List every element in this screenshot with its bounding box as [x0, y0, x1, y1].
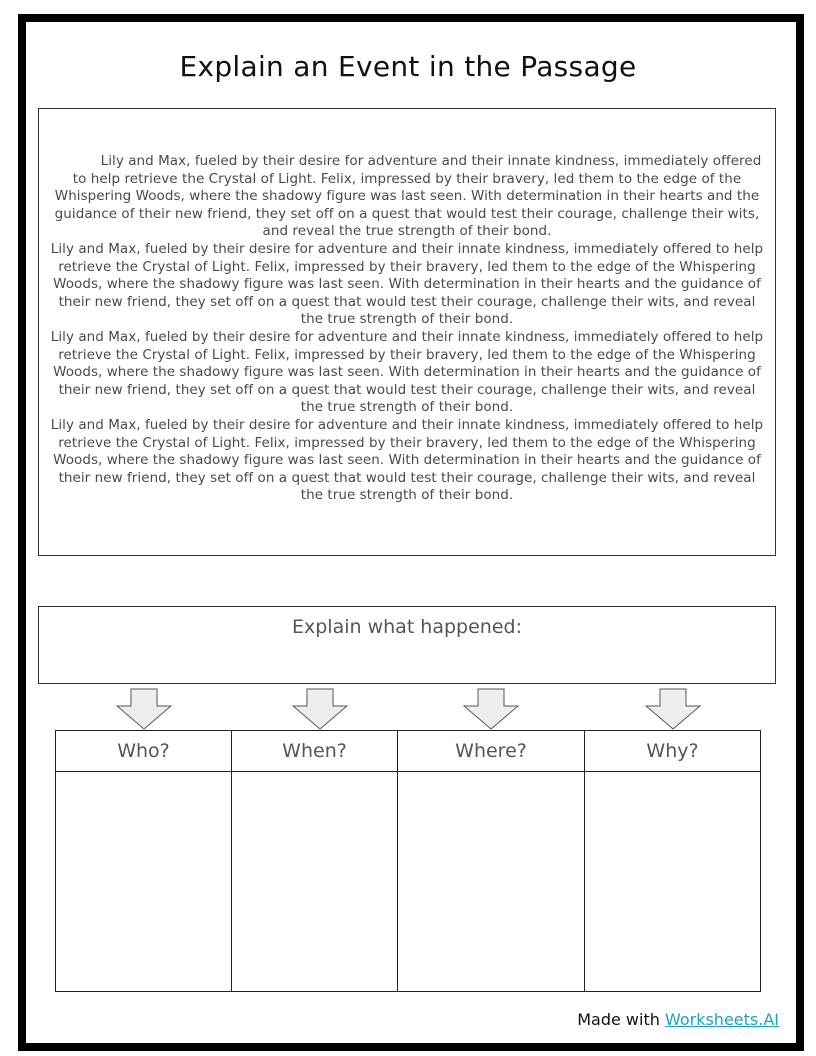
passage-box — [38, 108, 776, 556]
explain-prompt: Explain what happened: — [292, 616, 522, 638]
explain-answer-box[interactable] — [38, 606, 776, 684]
passage-paragraph-4: Lily and Max, fueled by their desire for adventure and their innate kindness, immediately offered to help retrieve the Crystal of Light. Felix, impressed by their bravery, led them to the edge of the Whispering Woods, where the shadowy figure was last seen. With determination in their hearts and the guidance of their new friend, they set off on a quest that would test their courage, challenge their wits, and reveal the true strength of their bond. — [50, 416, 764, 504]
answer-cell-where[interactable] — [398, 772, 584, 991]
down-arrow-icon — [645, 688, 701, 730]
column-when — [232, 731, 398, 991]
passage-paragraph-3: Lily and Max, fueled by their desire for adventure and their innate kindness, immediately offered to help retrieve the Crystal of Light. Felix, impressed by their bravery, led them to the edge of the Whispering Woods, where the shadowy figure was last seen. With determination in their hearts and the guidance of their new friend, they set off on a quest that would test their courage, challenge their wits, and reveal the true strength of their bond. — [50, 328, 764, 416]
answer-cell-who[interactable] — [56, 772, 231, 991]
down-arrow-icon — [463, 688, 519, 730]
page-title: Explain an Event in the Passage — [179, 50, 637, 83]
passage-paragraph-1: Lily and Max, fueled by their desire for adventure and their innate kindness, immediately offered to help retrieve the Crystal of Light. Felix, impressed by their bravery, led them to the edge of the Whispering Woods, where the shadowy figure was last seen. With determination in their hearts and the guidance of their new friend, they set off on a quest that would test their courage, challenge their wits, and reveal the true strength of their bond. — [54, 153, 762, 240]
column-header-when: When? — [232, 731, 397, 772]
answer-cell-when[interactable] — [232, 772, 397, 991]
down-arrow-icon — [292, 688, 348, 730]
column-why — [585, 731, 760, 991]
column-header-why: Why? — [585, 731, 760, 772]
worksheets-ai-link[interactable]: Worksheets.AI — [664, 1010, 779, 1029]
footer-prefix: Made with — [577, 1010, 665, 1029]
column-header-who: Who? — [56, 731, 231, 772]
down-arrow-icon — [116, 688, 172, 730]
footer-credit — [577, 1010, 779, 1029]
column-where — [398, 731, 585, 991]
passage-paragraph-2: Lily and Max, fueled by their desire for adventure and their innate kindness, immediately offered to help retrieve the Crystal of Light. Felix, impressed by their bravery, led them to the edge of the Whispering Woods, where the shadowy figure was last seen. With determination in their hearts and the guidance of their new friend, they set off on a quest that would test their courage, challenge their wits, and reveal the true strength of their bond. — [50, 240, 764, 328]
column-header-where: Where? — [398, 731, 584, 772]
answer-cell-why[interactable] — [585, 772, 760, 991]
organizer-table — [55, 730, 761, 992]
column-who — [56, 731, 232, 991]
